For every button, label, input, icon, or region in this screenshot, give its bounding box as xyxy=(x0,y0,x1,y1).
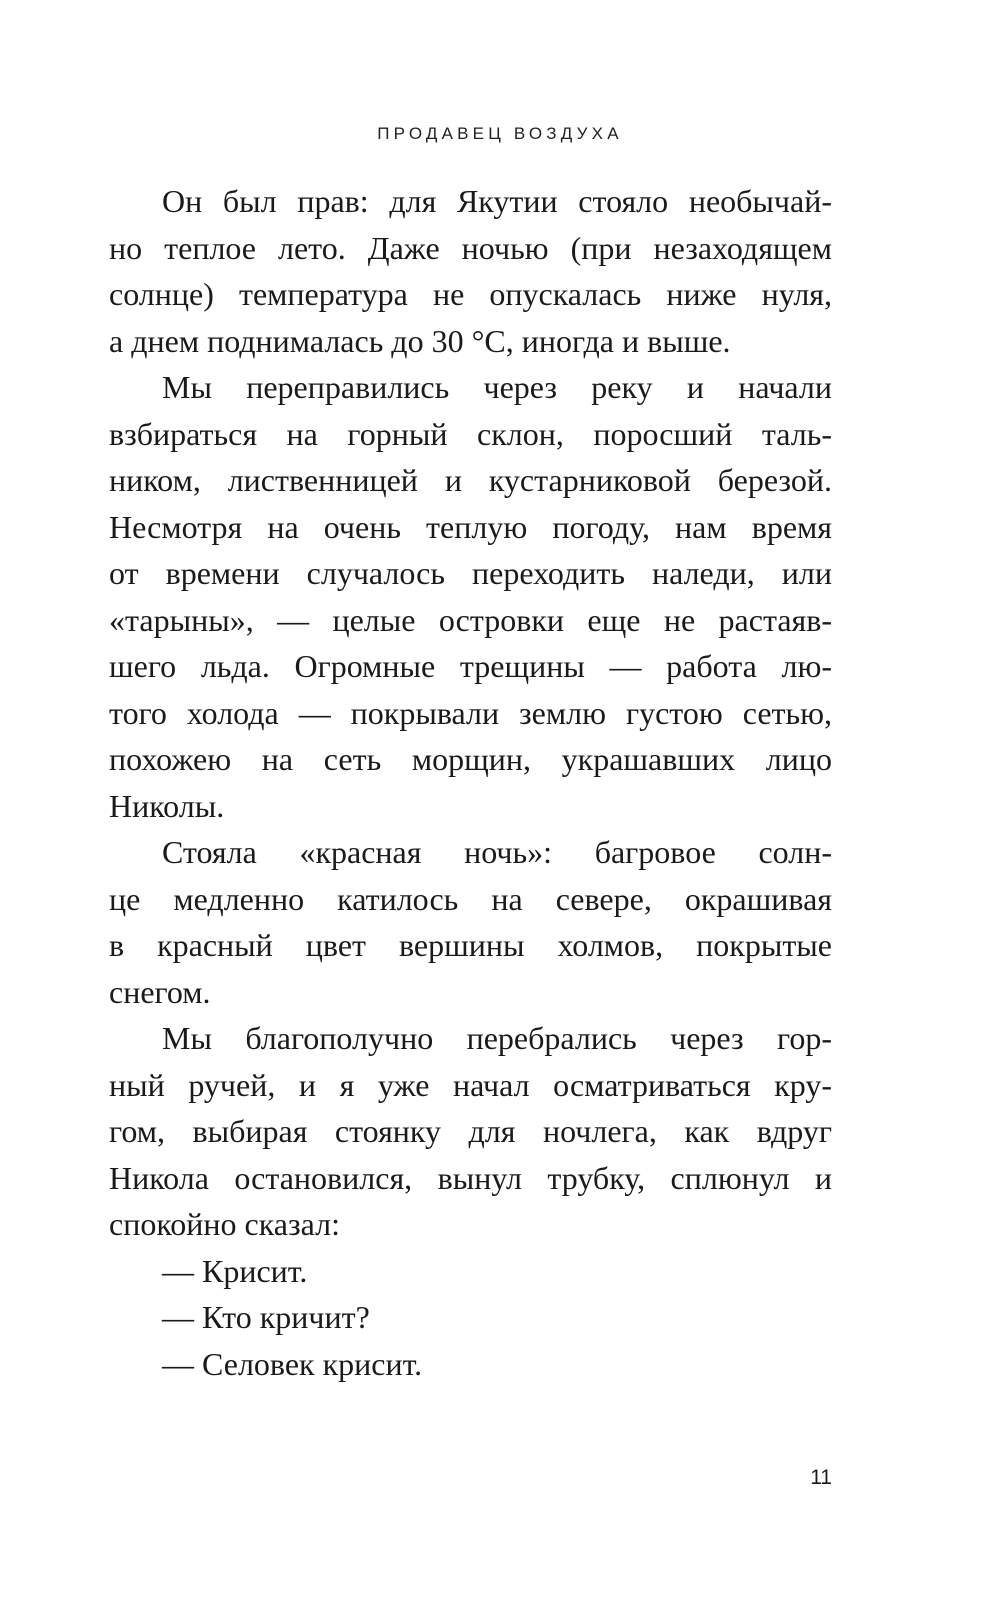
text-line: а днем поднималась до 30 °С, иногда и выше. xyxy=(109,322,731,359)
running-head: ПРОДАВЕЦ ВОЗДУХА xyxy=(377,124,623,143)
text-line: Несмотря на очень теплую погоду, нам время xyxy=(109,508,832,545)
text-line: Мы переправились через реку и начали xyxy=(162,369,832,405)
page-number: 11 xyxy=(810,1466,832,1489)
dialog-line-2 xyxy=(109,1294,832,1341)
text-line: похожею на сеть морщин, украшавших лицо xyxy=(109,741,832,777)
text-line: — Селовек крисит. xyxy=(162,1345,423,1382)
text-line: — Крисит. xyxy=(162,1252,308,1289)
text-line: Никола остановился, вынул трубку, сплюнул и xyxy=(109,1159,832,1196)
text-line: Мы благополучно перебрались через гор- xyxy=(162,1020,832,1056)
text-line: спокойно сказал: xyxy=(109,1206,340,1242)
text-line: Стояла «красная ночь»: багровое солн- xyxy=(162,834,832,870)
text-line: Он был прав: для Якутии стояло необычай- xyxy=(162,183,832,219)
paragraph-1 xyxy=(109,178,832,364)
paragraph-4 xyxy=(109,1015,832,1248)
dialog-line-1 xyxy=(109,1248,832,1295)
text-line: ником, лиственницей и кустарниковой березой. xyxy=(109,462,832,498)
body-text xyxy=(109,178,832,1387)
text-line: взбираться на горный склон, поросший таль- xyxy=(109,415,832,452)
text-line: того холода — покрывали землю густою сетью, xyxy=(109,694,832,731)
text-line: «тарыны», — целые островки еще не растаяв- xyxy=(109,601,832,638)
text-line: шего льда. Огромные трещины — работа лю- xyxy=(109,648,832,684)
dialog-line-3 xyxy=(109,1341,832,1388)
text-line: солнце) температура не опускалась ниже нуля, xyxy=(109,276,832,312)
text-line: це медленно катилось на севере, окрашивая xyxy=(109,880,832,917)
text-line: ный ручей, и я уже начал осматриваться кру- xyxy=(109,1066,832,1103)
text-line: снегом. xyxy=(109,973,211,1010)
text-line: — Кто кричит? xyxy=(162,1299,370,1335)
text-line: Николы. xyxy=(109,787,225,824)
text-line: от времени случалось переходить наледи, или xyxy=(109,555,832,591)
text-line: но теплое лето. Даже ночью (при незаходящем xyxy=(109,229,832,266)
paragraph-2 xyxy=(109,364,832,829)
paragraph-3 xyxy=(109,829,832,1015)
text-line: гом, выбирая стоянку для ночлега, как вдруг xyxy=(109,1113,832,1149)
text-line: в красный цвет вершины холмов, покрытые xyxy=(109,927,832,963)
